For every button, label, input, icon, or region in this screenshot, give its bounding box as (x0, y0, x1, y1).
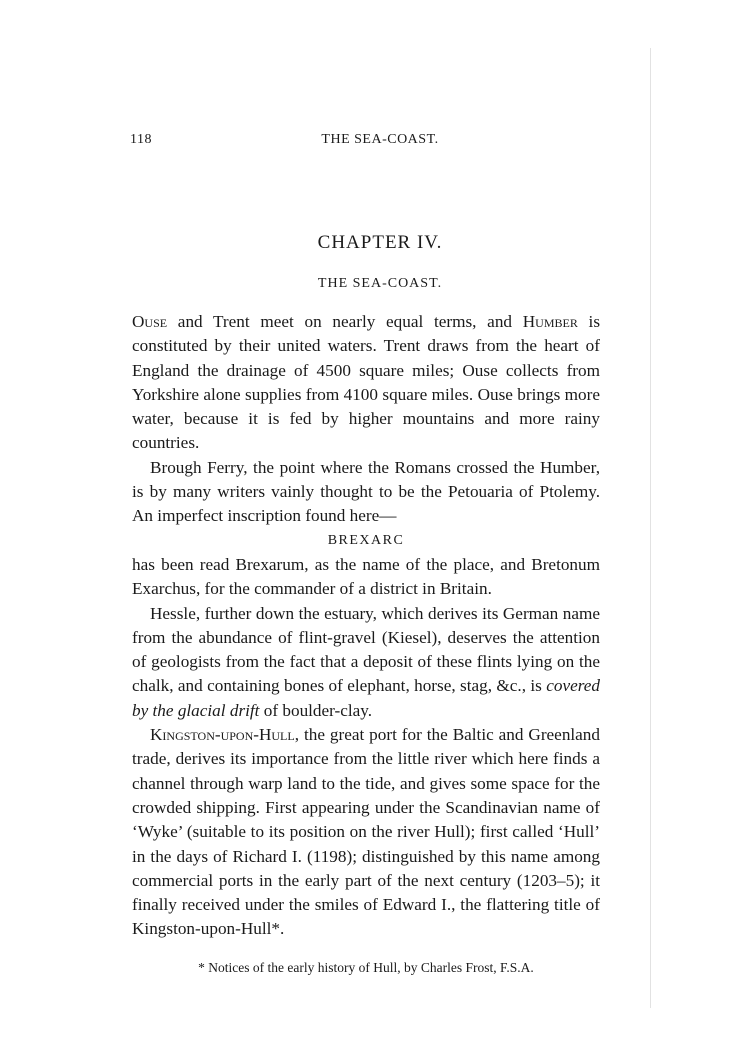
footnote: * Notices of the early history of Hull, by Charles Frost, F.S.A. (198, 960, 534, 975)
small-caps-humber: Humber (522, 312, 578, 331)
running-head-title: THE SEA-COAST. (321, 132, 439, 147)
paragraph-4-text-b: of boulder-clay. (259, 700, 373, 720)
paragraph-1 (132, 310, 600, 456)
paragraph-3: has been read Brexarum, as the name of the place, and Bretonum Exarchus, for the commander of a district in Britain. (132, 554, 600, 599)
paragraph-2: Brough Ferry, the point where the Romans crossed the Humber, is by many writers vainly thought to be the Petouaria of Ptolemy. An imperfect inscription found here— (132, 457, 600, 526)
paragraph-5-text: , the great port for the Baltic and Greenland trade, derives its importance from the little river which here finds a channel through warp land to the tide, and gives some space for the crowded shipping. First appearing under the Scandinavian name of ‘Wyke’ (suitable to its position on the river Hull); first called ‘Hull’ in the days of Richard I. (1198); distinguished by this name among commercial ports in the early part of the next century (1203–5); it finally received under the smiles of Edward I., the flattering title of Kingston-upon-Hull*. (132, 725, 600, 939)
paragraph-4-italic: covered by the glacial drift (132, 676, 600, 720)
page-number: 118 (130, 132, 152, 147)
small-caps-kingston: Kingston-upon-Hull (150, 725, 295, 745)
paragraph-1-text-a: and Trent meet on nearly equal terms, and (167, 312, 523, 331)
chapter-title: CHAPTER IV. (317, 232, 443, 253)
section-title: THE SEA-COAST. (317, 276, 443, 291)
paragraph-4 (132, 602, 600, 723)
small-caps-ouse: Ouse (132, 312, 168, 331)
paragraph-1-text-b: is constituted by their united waters. Trent draws from the heart of England the drainage of 4500 square miles; Ouse collects from Yorkshire alone supplies from 4100 square miles. Ouse brings more water, because it is fed by higher mountains and more rainy countries. (132, 312, 601, 453)
running-header (130, 132, 630, 154)
page-edge-line (650, 48, 651, 1008)
paragraph-4-text-a: Hessle, further down the estuary, which derives its German name from the abundance of flint-gravel (Kiesel), deserves the attention of geologists from the fact that a deposit of these flints lying on the chalk, and containing bones of elephant, horse, stag, &c., is (132, 603, 600, 696)
inscription: BREXARC (327, 532, 405, 548)
paragraph-5 (132, 723, 600, 942)
body-text (132, 310, 600, 942)
